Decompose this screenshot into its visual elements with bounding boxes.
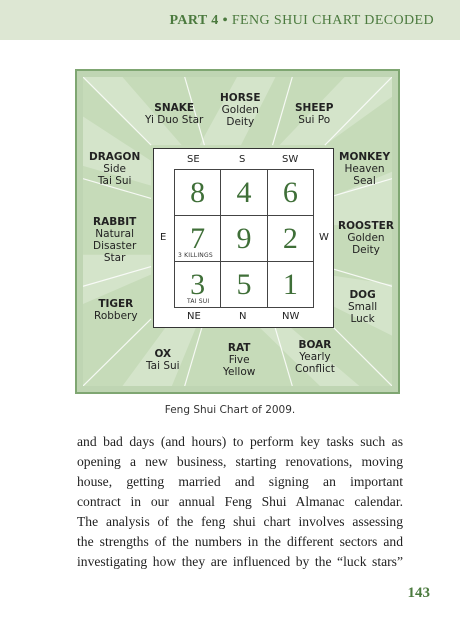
sign-ox-line-1: Tai Sui <box>146 360 180 372</box>
sign-rabbit-line-2: Disaster <box>93 240 137 252</box>
number-ne: 3 <box>190 267 206 301</box>
direction-e: E <box>160 232 167 243</box>
sign-snake <box>145 102 203 126</box>
sign-horse-animal: HORSE <box>220 92 261 104</box>
sign-boar <box>295 339 335 375</box>
star-cells <box>174 169 314 308</box>
sign-dragon <box>89 151 140 187</box>
sign-dog-animal: DOG <box>349 289 376 301</box>
sign-tiger-animal: TIGER <box>98 298 134 310</box>
cell-se <box>175 170 221 216</box>
direction-nw: NW <box>282 311 300 322</box>
sign-rooster <box>338 220 394 256</box>
sign-horse-line-2: Deity <box>226 116 255 128</box>
flying-star-grid <box>153 148 334 328</box>
sign-dragon-line-1: Side <box>103 163 126 175</box>
direction-ne: NE <box>187 311 201 322</box>
direction-s: S <box>239 154 246 165</box>
body-line-2: opening a new business, starting renovations, moving <box>77 454 403 469</box>
cell-center <box>221 216 267 262</box>
cell-s <box>221 170 267 216</box>
number-e: 7 <box>190 221 206 255</box>
sign-snake-animal: SNAKE <box>154 102 195 114</box>
sign-horse-line-1: Golden <box>221 104 259 116</box>
header-part: PART 4 <box>169 13 219 28</box>
number-n: 5 <box>236 267 252 301</box>
number-se: 8 <box>190 175 206 209</box>
sign-ox-animal: OX <box>154 348 172 360</box>
number-nw: 1 <box>282 267 298 301</box>
body-line-6: the strengths of the numbers in the different sectors and <box>77 534 403 549</box>
cell-ne <box>175 262 221 308</box>
chart-inner <box>83 77 392 386</box>
sign-rooster-animal: ROOSTER <box>338 220 394 232</box>
body-paragraph <box>77 432 403 572</box>
sign-boar-line-1: Yearly <box>299 351 331 363</box>
sign-horse <box>220 92 261 128</box>
number-w: 2 <box>282 221 298 255</box>
sign-rooster-line-1: Golden <box>347 232 385 244</box>
sign-tiger <box>94 298 138 322</box>
cell-n <box>221 262 267 308</box>
note-three-killings: 3 KILLINGS <box>178 252 213 259</box>
number-center: 9 <box>236 221 252 255</box>
sign-rabbit-line-3: Star <box>103 252 126 264</box>
cell-nw <box>268 262 314 308</box>
sign-rat-animal: RAT <box>227 342 251 354</box>
sign-rabbit-line-1: Natural <box>95 228 135 240</box>
sign-snake-line-1: Yi Duo Star <box>145 114 204 126</box>
cell-sw <box>268 170 314 216</box>
cell-e <box>175 216 221 262</box>
sign-rooster-line-2: Deity <box>352 244 380 256</box>
sign-dog <box>348 289 377 325</box>
sign-sheep <box>295 102 333 126</box>
note-tai-sui: TAI SUI <box>187 298 210 305</box>
header-separator: • <box>222 13 228 28</box>
direction-n: N <box>239 311 247 322</box>
sign-monkey <box>339 151 390 187</box>
sign-sheep-line-1: Sui Po <box>298 114 331 126</box>
running-header <box>169 13 434 29</box>
sign-rabbit-animal: RABBIT <box>93 216 137 228</box>
sign-sheep-animal: SHEEP <box>295 102 334 114</box>
header-title: FENG SHUI CHART DECODED <box>231 13 434 28</box>
sign-boar-line-2: Conflict <box>295 363 335 375</box>
sign-dog-line-1: Small <box>348 301 378 313</box>
sign-monkey-line-1: Heaven <box>344 163 385 175</box>
sign-dog-line-2: Luck <box>350 313 375 325</box>
sign-monkey-animal: MONKEY <box>339 151 391 163</box>
sign-rat-line-1: Five <box>228 354 250 366</box>
body-line-5: The analysis of the feng shui chart involves assessing <box>77 514 403 529</box>
number-sw: 6 <box>282 175 298 209</box>
cell-w <box>268 216 314 262</box>
number-s: 4 <box>236 175 252 209</box>
page-number: 143 <box>407 585 430 601</box>
sign-ox <box>146 348 180 372</box>
figure-caption: Feng Shui Chart of 2009. <box>164 404 296 416</box>
sign-rabbit <box>93 216 136 264</box>
sign-rat-line-2: Yellow <box>223 366 256 378</box>
body-line-1: and bad days (and hours) to perform key tasks such as <box>77 434 403 449</box>
sign-dragon-animal: DRAGON <box>89 151 141 163</box>
direction-w: W <box>319 232 329 243</box>
sign-tiger-line-1: Robbery <box>94 310 138 322</box>
sign-monkey-line-2: Seal <box>353 175 376 187</box>
sign-dragon-line-2: Tai Sui <box>97 175 132 187</box>
sign-boar-animal: BOAR <box>298 339 332 351</box>
body-line-4: contract in our annual Feng Shui Almanac calendar. <box>77 494 403 509</box>
body-line-7: investigating how they are influenced by the “luck stars” <box>77 554 403 569</box>
direction-sw: SW <box>282 154 299 165</box>
feng-shui-chart <box>75 69 400 394</box>
sign-rat <box>223 342 255 378</box>
body-line-3: house, getting married and signing an important <box>77 474 403 489</box>
direction-se: SE <box>187 154 200 165</box>
